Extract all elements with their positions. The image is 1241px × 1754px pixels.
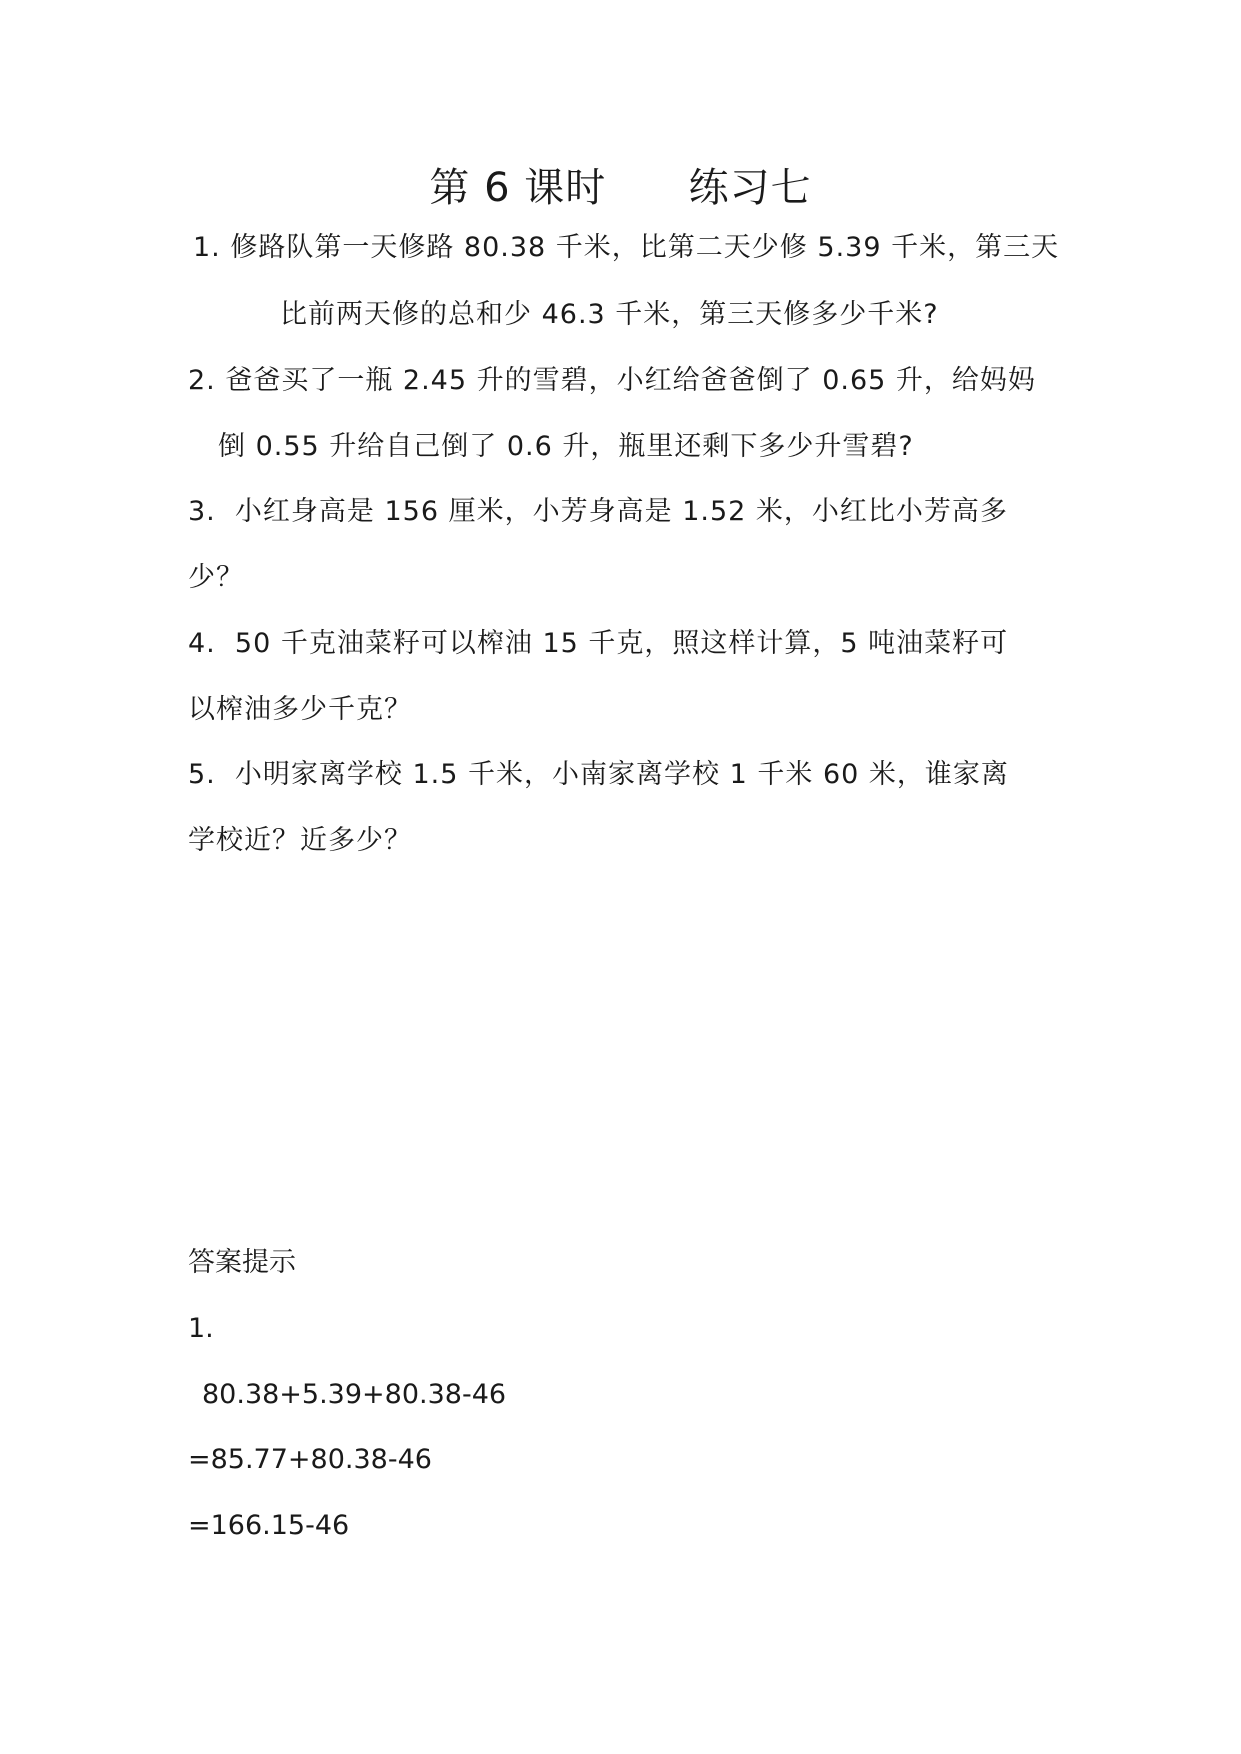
- question-2-line-1: 2. 爸爸买了一瓶 2.45 升的雪碧，小红给爸爸倒了 0.65 升，给妈妈: [188, 365, 1036, 396]
- answer-step-3: =166.15-46: [188, 1510, 350, 1541]
- page-title: 第 6 课时 练习七: [429, 165, 812, 211]
- question-3-line-2: 少？: [188, 562, 244, 593]
- answer-number: 1.: [188, 1313, 214, 1344]
- question-3-line-1: 3. 小红身高是 156 厘米，小芳身高是 1.52 米，小红比小芳高多: [188, 496, 1008, 527]
- answer-heading: 答案提示: [188, 1247, 296, 1278]
- question-4-line-2: 以榨油多少千克？: [188, 694, 412, 725]
- question-1-line-1: 1. 修路队第一天修路 80.38 千米，比第二天少修 5.39 千米，第三天: [193, 232, 1060, 263]
- answer-step-2: =85.77+80.38-46: [188, 1444, 432, 1475]
- question-5-line-1: 5. 小明家离学校 1.5 千米，小南家离学校 1 千米 60 米，谁家离: [188, 759, 1009, 790]
- question-4-line-1: 4. 50 千克油菜籽可以榨油 15 千克，照这样计算，5 吨油菜籽可: [188, 628, 1009, 659]
- answer-step-1: 80.38+5.39+80.38-46: [202, 1379, 507, 1410]
- question-5-line-2: 学校近？近多少？: [188, 825, 412, 856]
- question-2-line-2: 倒 0.55 升给自己倒了 0.6 升，瓶里还剩下多少升雪碧?: [218, 431, 914, 462]
- question-1-line-2: 比前两天修的总和少 46.3 千米，第三天修多少千米?: [280, 299, 939, 330]
